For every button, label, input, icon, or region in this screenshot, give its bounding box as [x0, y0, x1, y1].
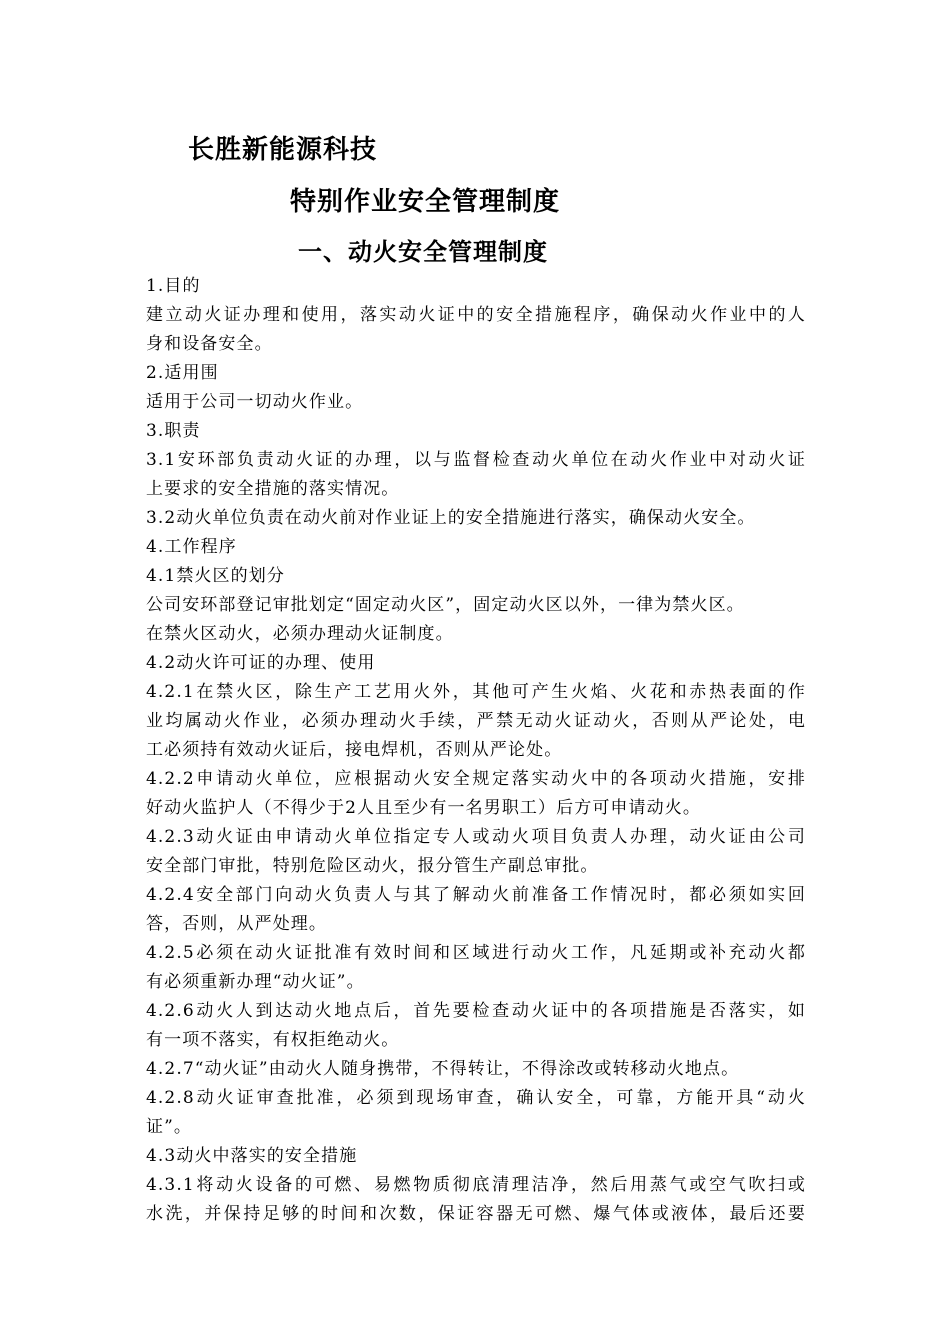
body-line: 3.1安环部负责动火证的办理，以与监督检查动火单位在动火作业中对动火证	[146, 450, 806, 470]
body-line: 4.3.1将动火设备的可燃、易燃物质彻底清理洁净，然后用蒸气或空气吹扫或	[146, 1175, 806, 1195]
body-line: 在禁火区动火，必须办理动火证制度。	[146, 624, 454, 644]
body-line: 4.2.8动火证审查批准，必须到现场审查，确认安全，可靠，方能开具“动火	[146, 1088, 806, 1108]
body-line: 4.2.1在禁火区，除生产工艺用火外，其他可产生火焰、火花和赤热表面的作	[146, 682, 806, 702]
body-line: 2.适用围	[146, 363, 219, 383]
body-line: 建立动火证办理和使用，落实动火证中的安全措施程序，确保动火作业中的人	[146, 305, 806, 325]
body-line: 适用于公司一切动火作业。	[146, 392, 364, 412]
body-line: 4.1禁火区的划分	[146, 566, 285, 586]
section-title: 一、动火安全管理制度	[298, 238, 548, 266]
body-line: 4.2动火许可证的办理、使用	[146, 653, 376, 673]
document-title: 特别作业安全管理制度	[290, 187, 561, 217]
body-line: 身和设备安全。	[146, 334, 273, 354]
body-line: 4.2.2申请动火单位，应根据动火安全规定落实动火中的各项动火措施，安排	[146, 769, 806, 789]
body-line: 4.2.4安全部门向动火负责人与其了解动火前准备工作情况时，都必须如实回	[146, 885, 806, 905]
body-line: 4.2.3动火证由申请动火单位指定专人或动火项目负责人办理，动火证由公司	[146, 827, 806, 847]
body-line: 安全部门审批，特别危险区动火，报分管生产副总审批。	[146, 856, 599, 876]
body-line: 4.2.5必须在动火证批准有效时间和区域进行动火工作，凡延期或补充动火都	[146, 943, 806, 963]
body-line: 1.目的	[146, 276, 201, 296]
body-line: 4.2.6动火人到达动火地点后，首先要检查动火证中的各项措施是否落实，如	[146, 1001, 806, 1021]
company-name: 长胜新能源科技	[188, 135, 378, 165]
body-line: 答，否则，从严处理。	[146, 914, 327, 934]
body-line: 工必须持有效动火证后，接电焊机，否则从严论处。	[146, 740, 563, 760]
body-line: 上要求的安全措施的落实情况。	[146, 479, 400, 499]
body-line: 4.3动火中落实的安全措施	[146, 1146, 358, 1166]
document-body	[146, 272, 806, 1229]
body-line: 证”。	[146, 1117, 192, 1137]
body-line: 业均属动火作业，必须办理动火手续，严禁无动火证动火，否则从严论处，电	[146, 711, 806, 731]
body-line: 公司安环部登记审批划定“固定动火区”，固定动火区以外，一律为禁火区。	[146, 595, 745, 615]
body-line: 好动火监护人（不得少于2人且至少有一名男职工）后方可申请动火。	[146, 798, 701, 818]
body-line: 3.2动火单位负责在动火前对作业证上的安全措施进行落实，确保动火安全。	[146, 508, 756, 528]
body-line: 4.工作程序	[146, 537, 237, 557]
body-line: 水洗，并保持足够的时间和次数，保证容器无可燃、爆气体或液体，最后还要	[146, 1204, 806, 1224]
body-line: 3.职责	[146, 421, 201, 441]
body-line: 4.2.7“动火证”由动火人随身携带，不得转让，不得涂改或转移动火地点。	[146, 1059, 740, 1079]
body-line: 有一项不落实，有权拒绝动火。	[146, 1030, 400, 1050]
body-line: 有必须重新办理“动火证”。	[146, 972, 365, 992]
